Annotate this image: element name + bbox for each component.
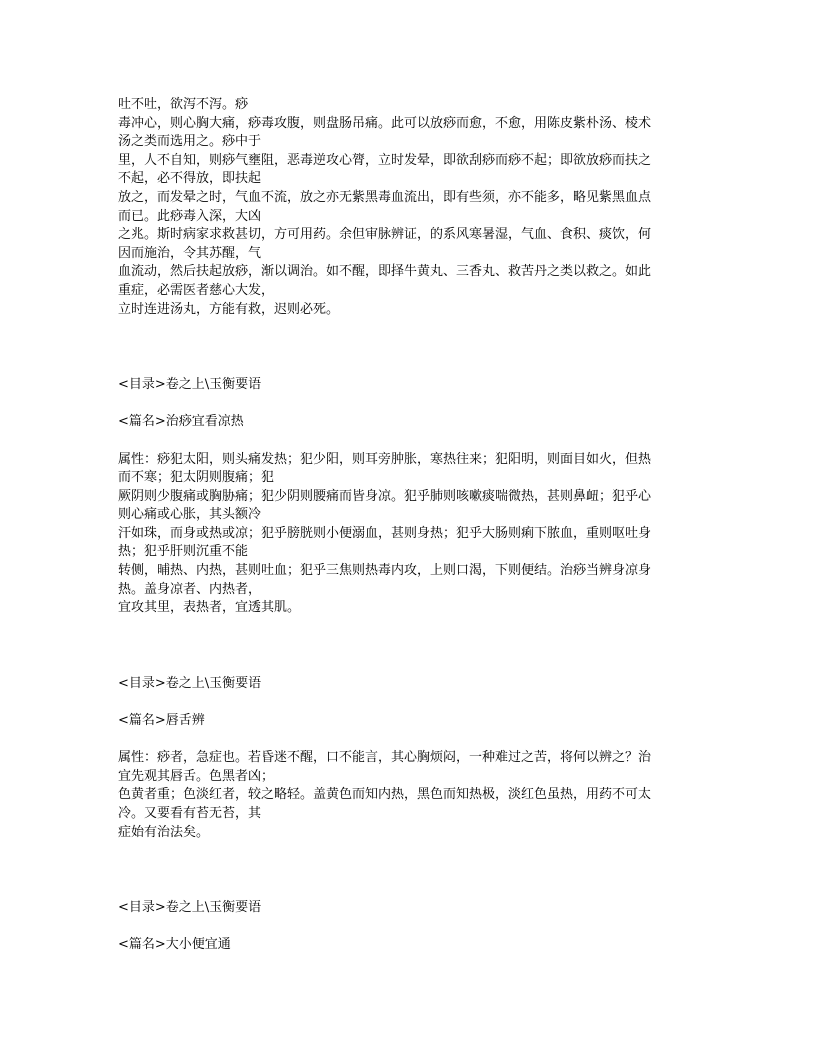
text-line: 里，人不自知，则痧气壅阻，恶毒逆攻心膂，立时发晕，即欲刮痧而痧不起；即欲放痧而扶之 [118,152,652,168]
text-line: 宜先观其唇舌。色黑者凶； [118,768,275,784]
text-line: 之兆。斯时病家求救甚切，方可用药。余但审脉辨证，的系风寒暑湿，气血、食积、痰饮，何 [118,227,652,243]
text-line: 转侧，晡热、内热，甚则吐血；犯乎三焦则热毒内攻，上则口渴，下则便结。治痧当辨身凉身 [118,563,652,579]
text-line: 吐不吐，欲泻不泻。痧 [118,97,249,112]
text-line: 而不寒；犯太阴则腹痛；犯 [118,470,275,486]
text-line: 因而施治，令其苏醒，气 [118,245,262,261]
spacer [118,395,702,414]
document-page [118,96,702,955]
spacer [118,731,702,750]
text-line: 汗如珠，而身或热或凉；犯乎膀胱则小便溺血，甚则身热；犯乎大肠则痢下脓血，重则呕吐身 [118,525,652,541]
text-line: 厥阴则少腹痛或胸胁痛；犯少阴则腰痛而皆身凉。犯乎肺则咳嗽痰喘微热，甚则鼻衄；犯乎心 [118,488,652,504]
text-line: 冷。又要看有苔无苔，其 [118,806,262,821]
text-line: 不起，必不得放，即扶起 [118,171,262,187]
text-line: 宜攻其里，表热者，宜透其肌。 [118,600,301,616]
text-line: 则心痛或心胀，其头额冷 [118,507,262,523]
section-body [118,451,702,618]
section-spacer [118,842,702,899]
spacer [118,432,702,451]
text-line: 重症，必需医者慈心大发， [118,282,275,298]
text-line: 立时连进汤丸，方能有救，迟则必死。 [118,301,340,317]
text-line: 放之，而发晕之时，气血不流，放之亦无紫黑毒血流出，即有些须，亦不能多，略见紫黑血点 [118,189,652,205]
chapter-title: <篇名>治痧宜看凉热 [118,414,244,430]
text-line: 血流动，然后扶起放痧，渐以调治。如不醒，即择牛黄丸、三香丸、救苦丹之类以救之。如此 [118,264,652,280]
chapter-title: <篇名>唇舌辨 [118,713,205,729]
section-spacer [118,319,702,376]
spacer [118,918,702,937]
chapter-title: <篇名>大小便宜通 [118,937,231,953]
text-line: 属性：痧犯太阳，则头痛发热；犯少阳，则耳旁肿胀，寒热往来；犯阳明，则面目如火，但热 [118,451,652,467]
text-line: 毒冲心，则心胸大痛，痧毒攻腹，则盘肠吊痛。此可以放痧而愈，不愈，用陈皮紫朴汤、棱术 [118,115,652,131]
text-line: 而已。此痧毒入深，大凶 [118,208,262,224]
text-line: 汤之类而选用之。痧中于 [118,134,262,150]
section-spacer [118,618,702,675]
text-line: 热；犯乎肝则沉重不能 [118,544,249,560]
text-line: 属性：痧者，急症也。若昏迷不醒，口不能言，其心胸烦闷，一种难过之苦，将何以辨之？治 [118,750,652,766]
section-body [118,749,702,842]
catalog-line: <目录>卷之上\玉衡要语 [118,675,262,691]
catalog-line: <目录>卷之上\玉衡要语 [118,377,262,393]
text-line: 热。盖身凉者、内热者， [118,581,262,597]
spacer [118,693,702,712]
text-line: 症始有治法矣。 [118,824,210,840]
catalog-line: <目录>卷之上\玉衡要语 [118,900,262,916]
section-body-continuation [118,96,702,319]
text-line: 色黄者重；色淡红者，较之略轻。盖黄色而知内热，黑色而知热极，淡红色虽热，用药不可太 [118,787,652,803]
